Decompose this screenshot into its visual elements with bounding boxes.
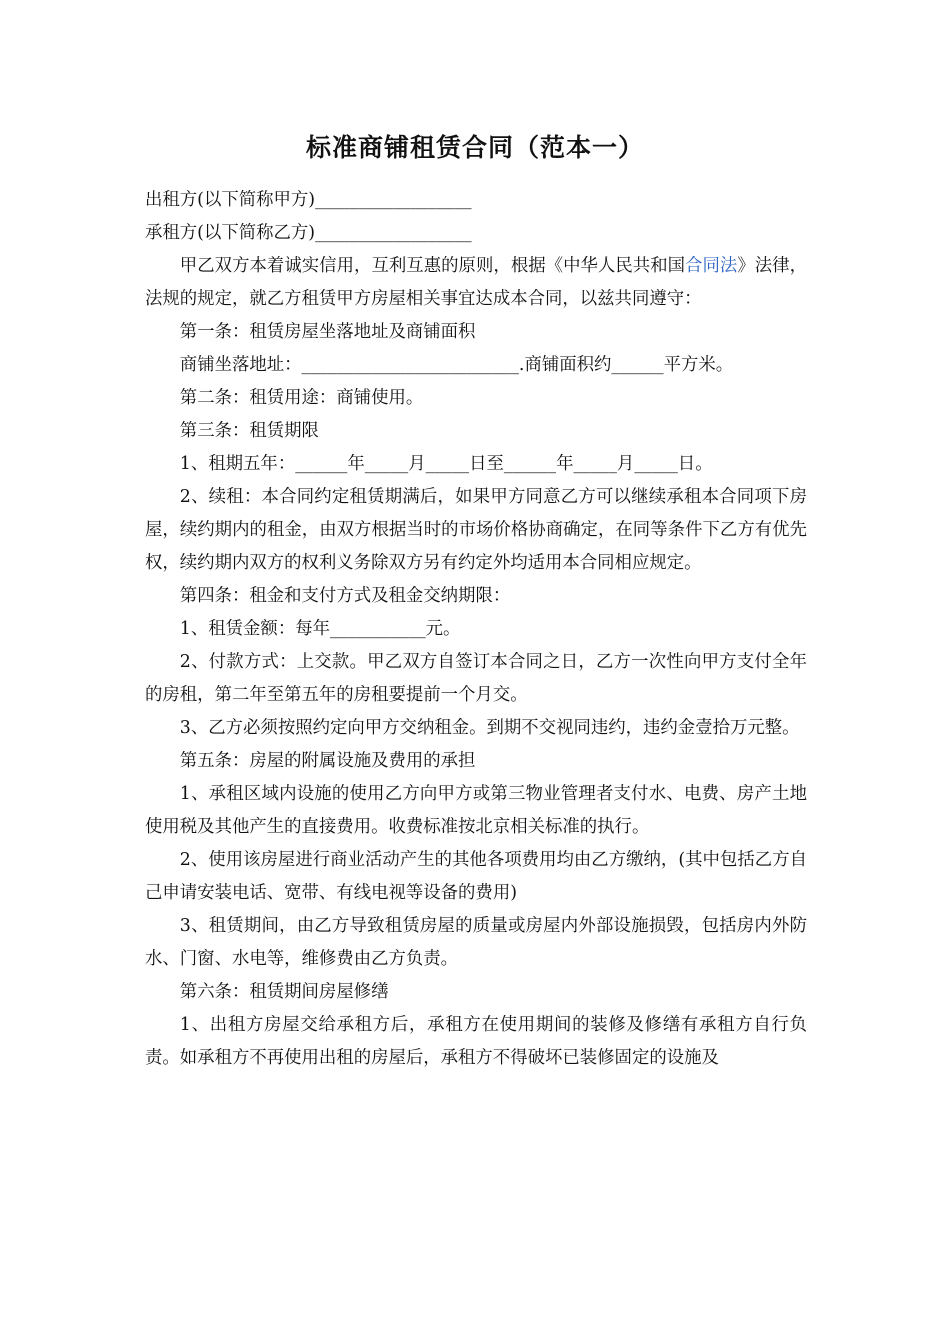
paragraph-0: 出租方(以下简称甲方)__________________ xyxy=(145,190,472,210)
document-title: 标准商铺租赁合同（范本一） xyxy=(305,133,644,162)
paragraph-10: 1、租赁金额：每年___________元。 xyxy=(179,619,461,639)
paragraph-12: 3、乙方必须按照约定向甲方交纳租金。到期不交视同违约，违约金壹拾万元整。 xyxy=(179,718,800,738)
paragraph-13: 第五条：房屋的附属设施及费用的承担 xyxy=(179,751,476,771)
paragraph-15: 2、使用该房屋进行商业活动产生的其他各项费用均由乙方缴纳，(其中包括乙方自己申请安装电话、宽带、有线电视等设备的费用) xyxy=(145,850,807,903)
paragraph-2-pre: 甲乙双方本着诚实信用，互利互惠的原则，根据《中华人民共和国 xyxy=(179,256,686,276)
paragraph-14: 1、承租区域内设施的使用乙方向甲方或第三物业管理者支付水、电费、房产土地使用税及其他产生的直接费用。收费标准按北京相关标准的执行。 xyxy=(145,784,807,837)
paragraph-1: 承租方(以下简称乙方)__________________ xyxy=(145,223,472,243)
paragraph-5: 第二条：租赁用途：商铺使用。 xyxy=(179,388,424,408)
paragraph-17: 第六条：租赁期间房屋修缮 xyxy=(179,982,389,1002)
paragraph-6: 第三条：租赁期限 xyxy=(179,421,319,441)
paragraph-16: 3、租赁期间，由乙方导致租赁房屋的质量或房屋内外部设施损毁，包括房内外防水、门窗、水电等，维修费由乙方负责。 xyxy=(145,916,807,969)
paragraph-18: 1、出租方房屋交给承租方后，承租方在使用期间的装修及修缮有承租方自行负责。如承租方不再使用出租的房屋后，承租方不得破坏已装修固定的设施及 xyxy=(145,1015,807,1068)
paragraph-9: 第四条：租金和支付方式及租金交纳期限： xyxy=(179,586,511,606)
paragraph-7: 1、租期五年：______年_____月_____日至______年_____月_____日。 xyxy=(179,454,713,474)
paragraph-2-post: 》法律，法规的规定，就乙方租赁甲方房屋相关事宜达成本合同，以兹共同遵守： xyxy=(145,256,807,309)
paragraph-8: 2、续租：本合同约定租赁期满后，如果甲方同意乙方可以继续承租本合同项下房屋，续约期内的租金，由双方根据当时的市场价格协商确定，在同等条件下乙方有优先权，续约期内双方的权利义务除双方另有约定外均适用本合同相应规定。 xyxy=(145,487,807,573)
paragraph-4: 商铺坐落地址：_________________________.商铺面积约______平方米。 xyxy=(179,355,734,375)
paragraph-2 xyxy=(145,250,807,316)
contract-law-link[interactable]: 合同法 xyxy=(685,256,738,276)
paragraph-3: 第一条：租赁房屋坐落地址及商铺面积 xyxy=(179,322,476,342)
document-body xyxy=(145,184,807,1075)
paragraph-11: 2、付款方式：上交款。甲乙双方自签订本合同之日，乙方一次性向甲方支付全年的房租，第二年至第五年的房租要提前一个月交。 xyxy=(145,652,807,705)
